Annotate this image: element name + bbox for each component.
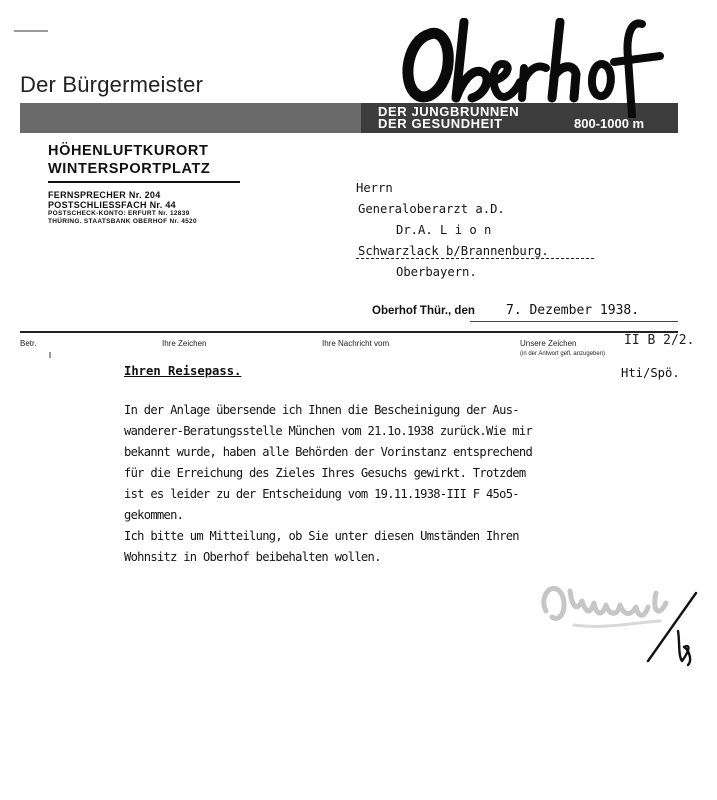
resort-line-1: HÖHENLUFTKURORT	[48, 143, 209, 159]
sender-code: Hti/Spö.	[621, 366, 680, 380]
altitude-label: 800-1000 m	[574, 116, 645, 131]
motto-line-1: DER JUNGBRUNNEN	[378, 104, 520, 119]
recipient-address	[356, 178, 549, 283]
ref-our-code: II B 2/2.	[624, 333, 695, 348]
fold-mark	[49, 352, 51, 358]
resort-line-2: WINTERSPORTPLATZ	[48, 161, 211, 177]
dateline-typed: 7. Dezember 1938.	[506, 303, 640, 318]
recipient-region: Oberbayern.	[396, 265, 477, 279]
dateline-rule	[470, 321, 678, 322]
letterhead-title: Der Bürgermeister	[20, 72, 204, 97]
letter-subject: Ihren Reisepass.	[124, 364, 242, 378]
contact-block	[48, 190, 197, 226]
recipient-salutation: Herrn	[356, 181, 393, 195]
handwritten-signature	[532, 565, 712, 675]
recipient-town: Schwarzlack b/Brannenburg.	[358, 244, 549, 258]
ref-ihre-nachricht: Ihre Nachricht vom	[322, 339, 390, 348]
phone-line: FERNSPRECHER Nr. 204	[48, 190, 161, 200]
recipient-name: Dr.A. L i o n	[396, 223, 492, 237]
pobox-line: POSTSCHLIESSFACH Nr. 44	[48, 200, 176, 210]
punch-mark	[14, 30, 48, 32]
oberhof-logo	[396, 18, 666, 118]
resort-underline	[48, 181, 240, 183]
address-underline	[356, 258, 594, 259]
bank-line: THÜRING. STAATSBANK OBERHOF Nr. 4520	[48, 218, 197, 225]
reference-rule	[20, 331, 678, 333]
letter-body: In der Anlage übersende ich Ihnen die Bescheinigung der Aus- wanderer-Beratungsstelle München vom 21.1o.1938 zurück.Wie mir bekannt wurde, haben alle Behörden der Vorinstanz entsprechend für die Erreichung des Zieles Ihres Gesuchs gewirkt. Trotzdem ist es leider zu der Entscheidung vom 19.11.1938-III F 45o5- gekommen. Ich bitte um Mitteilung, ob Sie unter diesen Umständen Ihren Wohnsitz in Oberhof beibehalten wollen.	[124, 403, 533, 564]
dateline-printed: Oberhof Thür., den	[372, 305, 475, 317]
motto-line-2: DER GESUNDHEIT	[378, 116, 503, 131]
ref-ihre-zeichen: Ihre Zeichen	[162, 339, 207, 348]
ref-betr: Betr.	[20, 339, 37, 348]
recipient-title: Generaloberarzt a.D.	[358, 202, 505, 216]
ref-note: (in der Antwort gefl. anzugeben)	[520, 351, 606, 357]
postcheck-line: POSTSCHECK-KONTO: ERFURT Nr. 12839	[48, 210, 190, 217]
resort-title	[48, 142, 210, 178]
ref-unsere-zeichen: Unsere Zeichen	[520, 339, 577, 348]
